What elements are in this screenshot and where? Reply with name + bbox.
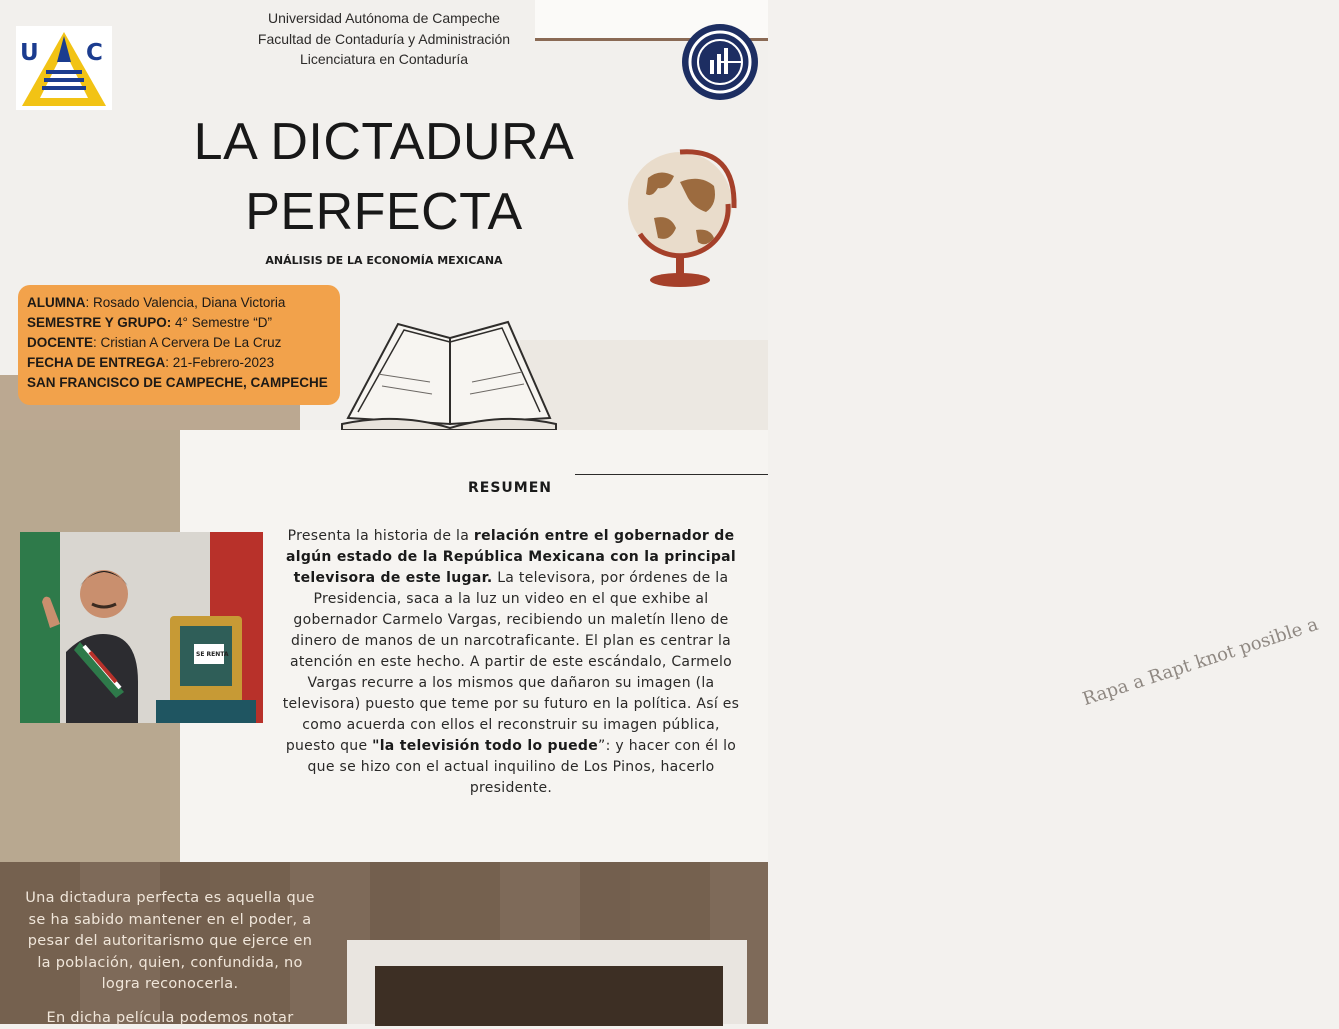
poster-sign-text: SE RENTA [196,651,229,658]
summary-heading: RESUMEN [420,480,600,496]
uac-letter-u: U [20,40,39,66]
document-title [150,107,618,247]
faculty-logo [682,24,758,100]
grupo-value: 4° Semestre “D” [171,315,272,330]
university-name: Universidad Autónoma de Campeche [210,8,558,29]
fecha-value: : 21-Febrero-2023 [165,355,274,370]
movie-poster-illustration [20,532,263,723]
movie-poster-image [20,532,263,723]
newspaper-scrap-text: Rapa a Rapt knot posible a [1080,625,1304,766]
movie-still-frame [347,940,747,1024]
institution-lines [210,8,558,70]
definition-text: Una dictadura perfecta es aquella que se ha sabido mantener en el poder, a pesar del autoritarismo que ejerce en la población, quien, confundida, no logra reconocerla. [20,888,320,996]
summary-text-1: Presenta la historia de la [288,528,474,544]
uac-logo [16,26,112,110]
faculty-emblem-icon [682,24,758,100]
uac-emblem-icon [16,26,112,110]
definition-quote [20,888,320,1029]
docente-label: DOCENTE [27,335,93,350]
faculty-name: Facultad de Contaduría y Administración [210,29,558,50]
alumna-label: ALUMNA [27,295,86,310]
title-line-2: PERFECTA [150,177,618,247]
summary-text-3: ”: y hacer con él lo que se hizo con el actual inquilino de Los Pinos, hacerlo presidente. [307,738,736,796]
info-row-grupo [27,313,331,333]
docente-value: : Cristian A Cervera De La Cruz [93,335,281,350]
bottom-section [0,862,768,1024]
info-row-alumna [27,293,331,313]
summary-section [0,430,768,862]
title-line-1: LA DICTADURA [150,107,618,177]
cover-section [0,0,768,430]
alumna-value: : Rosado Valencia, Diana Victoria [86,295,286,310]
info-row-lugar: SAN FRANCISCO DE CAMPECHE, CAMPECHE [27,373,331,393]
uac-letter-c: C [86,40,103,66]
info-row-docente [27,333,331,353]
summary-divider [575,474,768,475]
next-paragraph-line: En dicha película podemos notar [20,1008,320,1029]
summary-body [276,526,746,799]
summary-bold-1: relación entre el gobernador de algún estado de la República Mexicana con la principal televisora de este lugar. [286,528,736,586]
info-row-fecha [27,353,331,373]
student-info-box [18,285,340,405]
globe-icon [618,138,748,290]
document-subtitle: ANÁLISIS DE LA ECONOMÍA MEXICANA [234,254,534,267]
summary-text-2: La televisora, por órdenes de la Presidencia, saca a la luz un video en el que exhibe al gobernador Carmelo Vargas, recibiendo un maletín lleno de dinero de manos de un narcotraficante. El plan es centrar la atención en este hecho. A partir de este escándalo, Carmelo Vargas recurre a los mismos que dañaron su imagen (la televisora) puesto que teme por su futuro en la política. Así es como acuerda con ellos el reconstruir su imagen pública, puesto que [283,570,740,754]
movie-still-image [375,966,723,1026]
grupo-label: SEMESTRE Y GRUPO: [27,315,171,330]
degree-name: Licenciatura en Contaduría [210,49,558,70]
summary-bold-2: "la televisión todo lo puede [372,738,598,754]
open-book-icon [338,300,560,432]
fecha-label: FECHA DE ENTREGA [27,355,165,370]
